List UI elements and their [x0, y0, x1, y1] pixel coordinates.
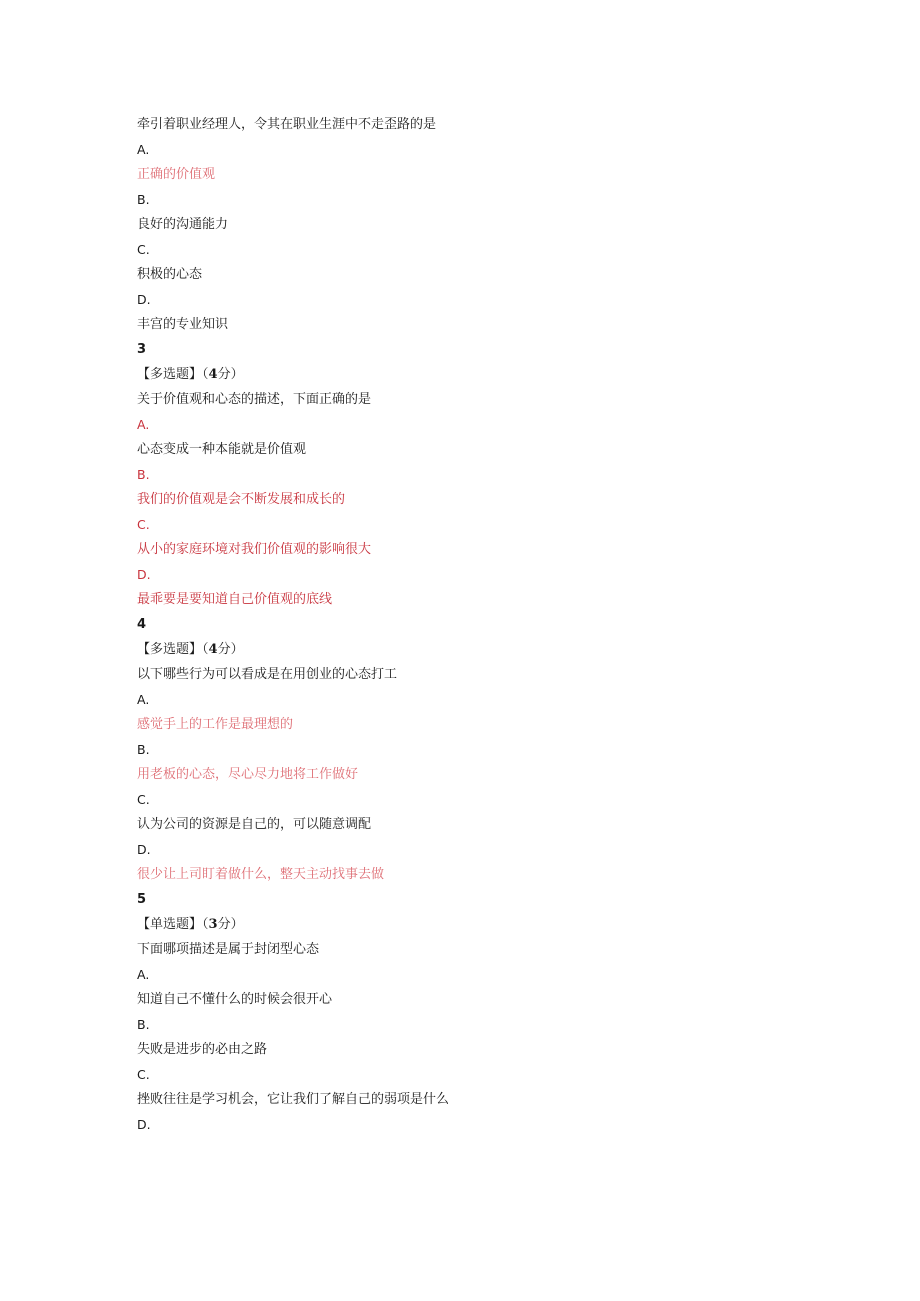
question-4-option-c-letter: C. [137, 792, 150, 807]
question-4-option-d-letter: D. [137, 842, 151, 857]
question-3-option-a-text: 心态变成一种本能就是价值观 [137, 442, 307, 457]
question-3-stem: 关于价值观和心态的描述，下面正确的是 [137, 392, 372, 407]
question-4-option-b-text: 用老板的心态，尽心尽力地将工作做好 [137, 767, 359, 782]
question-3-option-a-letter: A. [137, 417, 150, 432]
question-3-option-d-text: 最乖要是要知道自己价值观的底线 [137, 592, 333, 607]
question-3-points: 4 [208, 367, 218, 382]
question-2-stem: 牵引着职业经理人，令其在职业生涯中不走歪路的是 [137, 117, 437, 132]
question-2-option-b-text: 良好的沟通能力 [137, 217, 229, 232]
question-5-option-b-text: 失败是进步的必由之路 [137, 1042, 268, 1057]
question-4-option-a-text: 感觉手上的工作是最理想的 [137, 717, 294, 732]
question-4-option-c-text: 认为公司的资源是自己的，可以随意调配 [137, 817, 372, 832]
question-5-type [137, 912, 857, 937]
question-3-number: 3 [137, 342, 147, 357]
question-3-option-b-text: 我们的价值观是会不断发展和成长的 [137, 492, 346, 507]
question-4-option-d-text: 很少让上司盯着做什么，整天主动找事去做 [137, 867, 385, 882]
question-4-points: 4 [208, 642, 218, 657]
question-3-option-c-text: 从小的家庭环境对我们价值观的影响很大 [137, 542, 372, 557]
question-5-type-open: 【单选题】（ [137, 917, 209, 932]
question-5-option-c-letter: C. [137, 1067, 150, 1082]
question-5-type-close: 分） [217, 917, 244, 932]
question-3-type [137, 362, 857, 387]
question-3-option-c-letter: C. [137, 517, 150, 532]
question-4-stem: 以下哪些行为可以看成是在用创业的心态打工 [137, 667, 398, 682]
question-2-option-a-letter: A. [137, 142, 150, 157]
question-5-stem: 下面哪项描述是属于封闭型心态 [137, 942, 320, 957]
question-5-number: 5 [137, 892, 147, 907]
question-5-option-a-text: 知道自己不懂什么的时候会很开心 [137, 992, 333, 1007]
question-2-option-a-text: 正确的价值观 [137, 167, 216, 182]
question-3-type-open: 【多选题】（ [137, 367, 209, 382]
question-4-type [137, 637, 857, 662]
question-3-option-b-letter: B. [137, 467, 150, 482]
question-2-option-d-letter: D. [137, 292, 151, 307]
question-5-option-d-letter: D. [137, 1117, 151, 1132]
question-3-type-close: 分） [217, 367, 244, 382]
question-5-points: 3 [208, 917, 218, 932]
question-2-option-c-letter: C. [137, 242, 150, 257]
question-2-option-c-text: 积极的心态 [137, 267, 203, 282]
question-4-option-a-letter: A. [137, 692, 150, 707]
question-5-option-b-letter: B. [137, 1017, 150, 1032]
question-5-option-c-text: 挫败往往是学习机会，它让我们了解自己的弱项是什么 [137, 1092, 450, 1107]
question-4-type-open: 【多选题】（ [137, 642, 209, 657]
question-4-option-b-letter: B. [137, 742, 150, 757]
question-4-type-close: 分） [217, 642, 244, 657]
question-5-option-a-letter: A. [137, 967, 150, 982]
question-2-option-b-letter: B. [137, 192, 150, 207]
quiz-document [137, 112, 857, 1137]
question-4-number: 4 [137, 617, 147, 632]
question-3-option-d-letter: D. [137, 567, 151, 582]
question-2-option-d-text: 丰宫的专业知识 [137, 317, 229, 332]
